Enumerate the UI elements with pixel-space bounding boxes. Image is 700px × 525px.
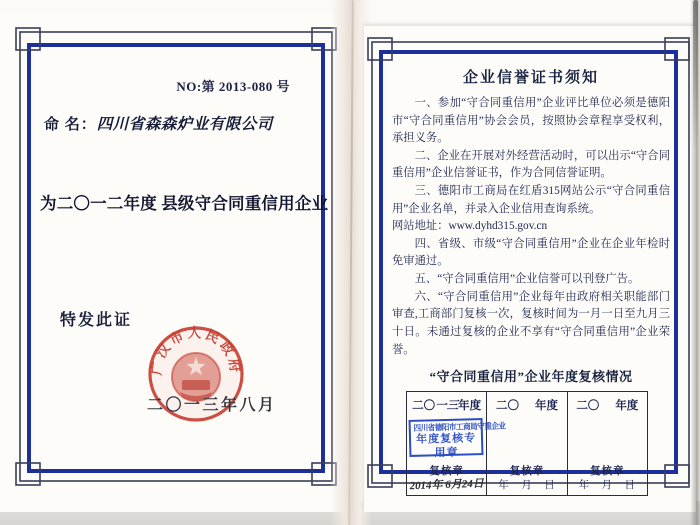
year-suffix: 年度: [534, 400, 558, 413]
scan-right-edge-shadow: [693, 0, 698, 150]
review-column-blank-1: [487, 392, 567, 495]
year-suffix: 年度: [615, 400, 639, 413]
year-header: [407, 397, 486, 413]
notice-clause-1: 一、参加“守合同重信用”企业评比单位必须是德阳市“守合同重信用”协会会员，按照协会章程享受权利，承担义务。: [392, 97, 670, 145]
review-stamp: [409, 418, 506, 460]
review-column-2013: [407, 392, 506, 495]
fold-crease-line: [348, 0, 354, 525]
year-prefix: 二〇: [495, 400, 519, 413]
review-seal-label: 复核章: [429, 466, 464, 478]
year-prefix: 二〇: [576, 400, 600, 413]
award-line: 为二〇一二年度 县级守合同重信用企业: [40, 194, 329, 213]
issue-date: 二〇一三年八月: [147, 397, 277, 414]
notice-clause-4: 四、省级、市级“守合同重信用”企业在企业年检时免审通过。: [392, 237, 670, 268]
review-date-blank: 年 月 日: [498, 480, 556, 492]
seal-text: 广汉市人民政府: [148, 325, 244, 376]
review-column-blank-2: [568, 392, 647, 495]
notice-clause-2: 二、企业在开展对外经营活动时，可以出示“守合同重信用”企业信誉证书，作为合同信誉证明。: [392, 149, 670, 180]
certificate-right-page: [364, 26, 696, 512]
annual-review-table: [406, 391, 648, 496]
notice-title: 企业信誉证书须知: [462, 70, 599, 86]
review-seal-label: 复核章: [509, 466, 545, 478]
stamp-line-1: 四川省德阳市工商局守重企业: [413, 421, 506, 433]
notice-clause-6: 六、“守合同重信用”企业每年由政府相关职能部门审查,工商部门复核一次，复核时间为一月一日至九月三十日。未通过复核的企业不享有“守合同重信用”企业荣誉。: [392, 290, 670, 356]
certificate-left-page: [0, 14, 348, 512]
year-prefix: 二〇: [412, 400, 436, 413]
year-suffix: 年度: [458, 400, 482, 413]
issue-statement: 特发此证: [60, 312, 133, 329]
review-section-title: “守合同重信用”企业年度复核情况: [429, 369, 633, 385]
company-name-line: [44, 112, 273, 134]
review-seal-label: 复核章: [590, 466, 625, 478]
year-fill-handwritten: 一三: [435, 400, 459, 413]
company-name: 四川省森森炉业有限公司: [96, 116, 273, 133]
notice-clause-3: 三、德阳市工商局在红盾315网站公示“守合同重信用”企业名单，并录入企业信用查询系统。: [392, 185, 670, 215]
notice-content: [392, 64, 670, 496]
notice-clause-5: 五、“守合同重信用”企业信誉可以刊登广告。: [414, 273, 640, 286]
name-label: 命 名：: [44, 117, 97, 133]
review-date-handwritten: 2014年 6月24日: [409, 477, 485, 493]
website-line: 网站地址：www.dyhd315.gov.cn: [392, 220, 548, 233]
certificate-number: NO:第 2013-080 号: [176, 79, 290, 94]
year-header: [487, 397, 566, 413]
review-date-blank: 年 月 日: [578, 480, 637, 492]
year-header: [568, 397, 647, 413]
stamp-line-2: 年度复核专用章: [416, 432, 477, 460]
